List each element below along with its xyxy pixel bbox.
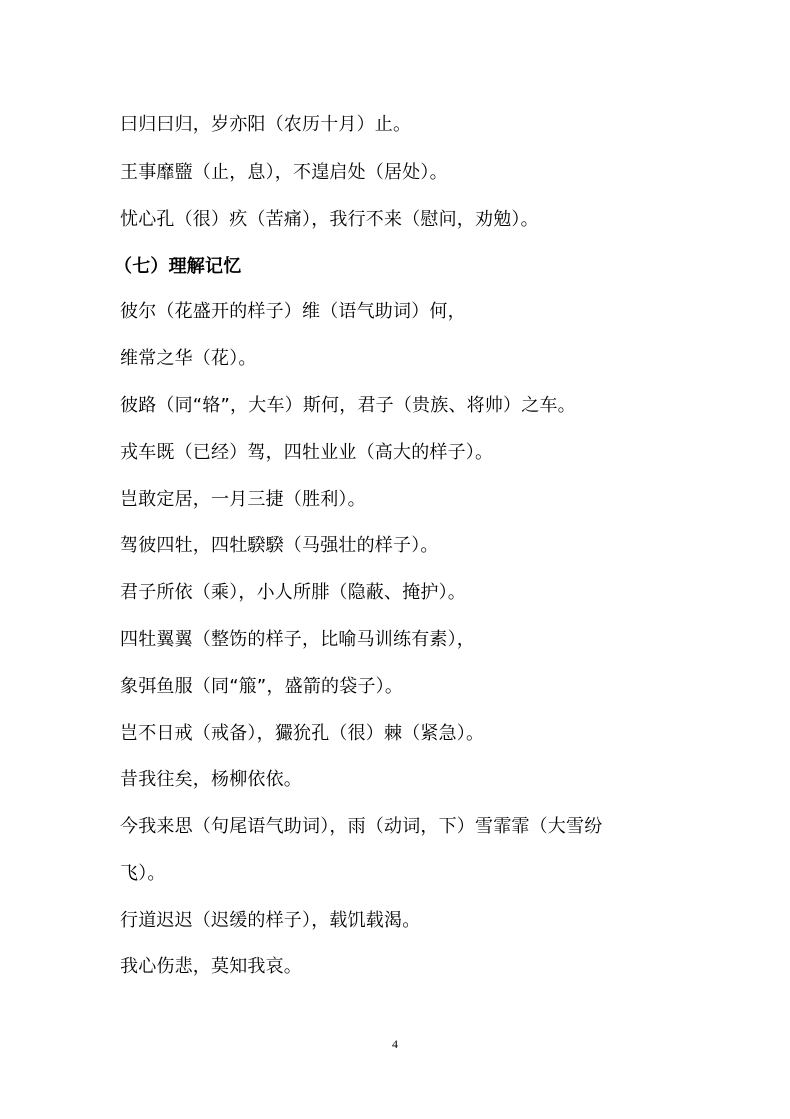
text-line: 曰归曰归，岁亦阳（农历十月）止。 <box>120 114 412 135</box>
text-line: 彼尔（花盛开的样子）维（语气助词）何， <box>120 301 466 322</box>
text-line: 戎车既（已经）驾，四牡业业（高大的样子）。 <box>120 442 494 463</box>
text-line: 我心伤悲，莫知我哀。 <box>120 956 302 977</box>
text-line: 行道迟迟（迟缓的样子），载饥载渴。 <box>120 910 421 931</box>
section-heading: （七）理解记忆 <box>114 256 242 277</box>
text-line: 岂不日戒（戒备），玁狁孔（很）棘（紧急）。 <box>120 723 485 744</box>
text-line: 象弭鱼服（同“箙”，盛箭的袋子）。 <box>120 676 404 697</box>
text-line: 岂敢定居，一月三捷（胜利）。 <box>120 489 366 510</box>
text-line: 今我来思（句尾语气助词），雨（动词，下）雪霏霏（大雪纷 <box>120 816 603 837</box>
text-line: 彼路（同“辂”，大车）斯何，君子（贵族、将帅）之车。 <box>120 395 576 416</box>
text-line: 维常之华（花）。 <box>120 348 257 369</box>
text-line: 君子所依（乘），小人所腓（隐蔽、掩护）。 <box>120 582 466 603</box>
text-line: 王事靡盬（止，息），不遑启处（居处）。 <box>120 162 448 183</box>
page-number: 4 <box>392 1037 398 1051</box>
text-line: 忧心孔（很）疚（苦痛），我行不来（慰问，劝勉）。 <box>120 209 539 230</box>
text-line: 四牡翼翼（整饬的样子，比喻马训练有素）， <box>120 629 475 650</box>
text-line: 驾彼四牡，四牡騤騤（马强壮的样子）。 <box>120 535 439 556</box>
text-line: 飞）。 <box>120 863 166 884</box>
text-line: 昔我往矣，杨柳依依。 <box>120 769 302 790</box>
